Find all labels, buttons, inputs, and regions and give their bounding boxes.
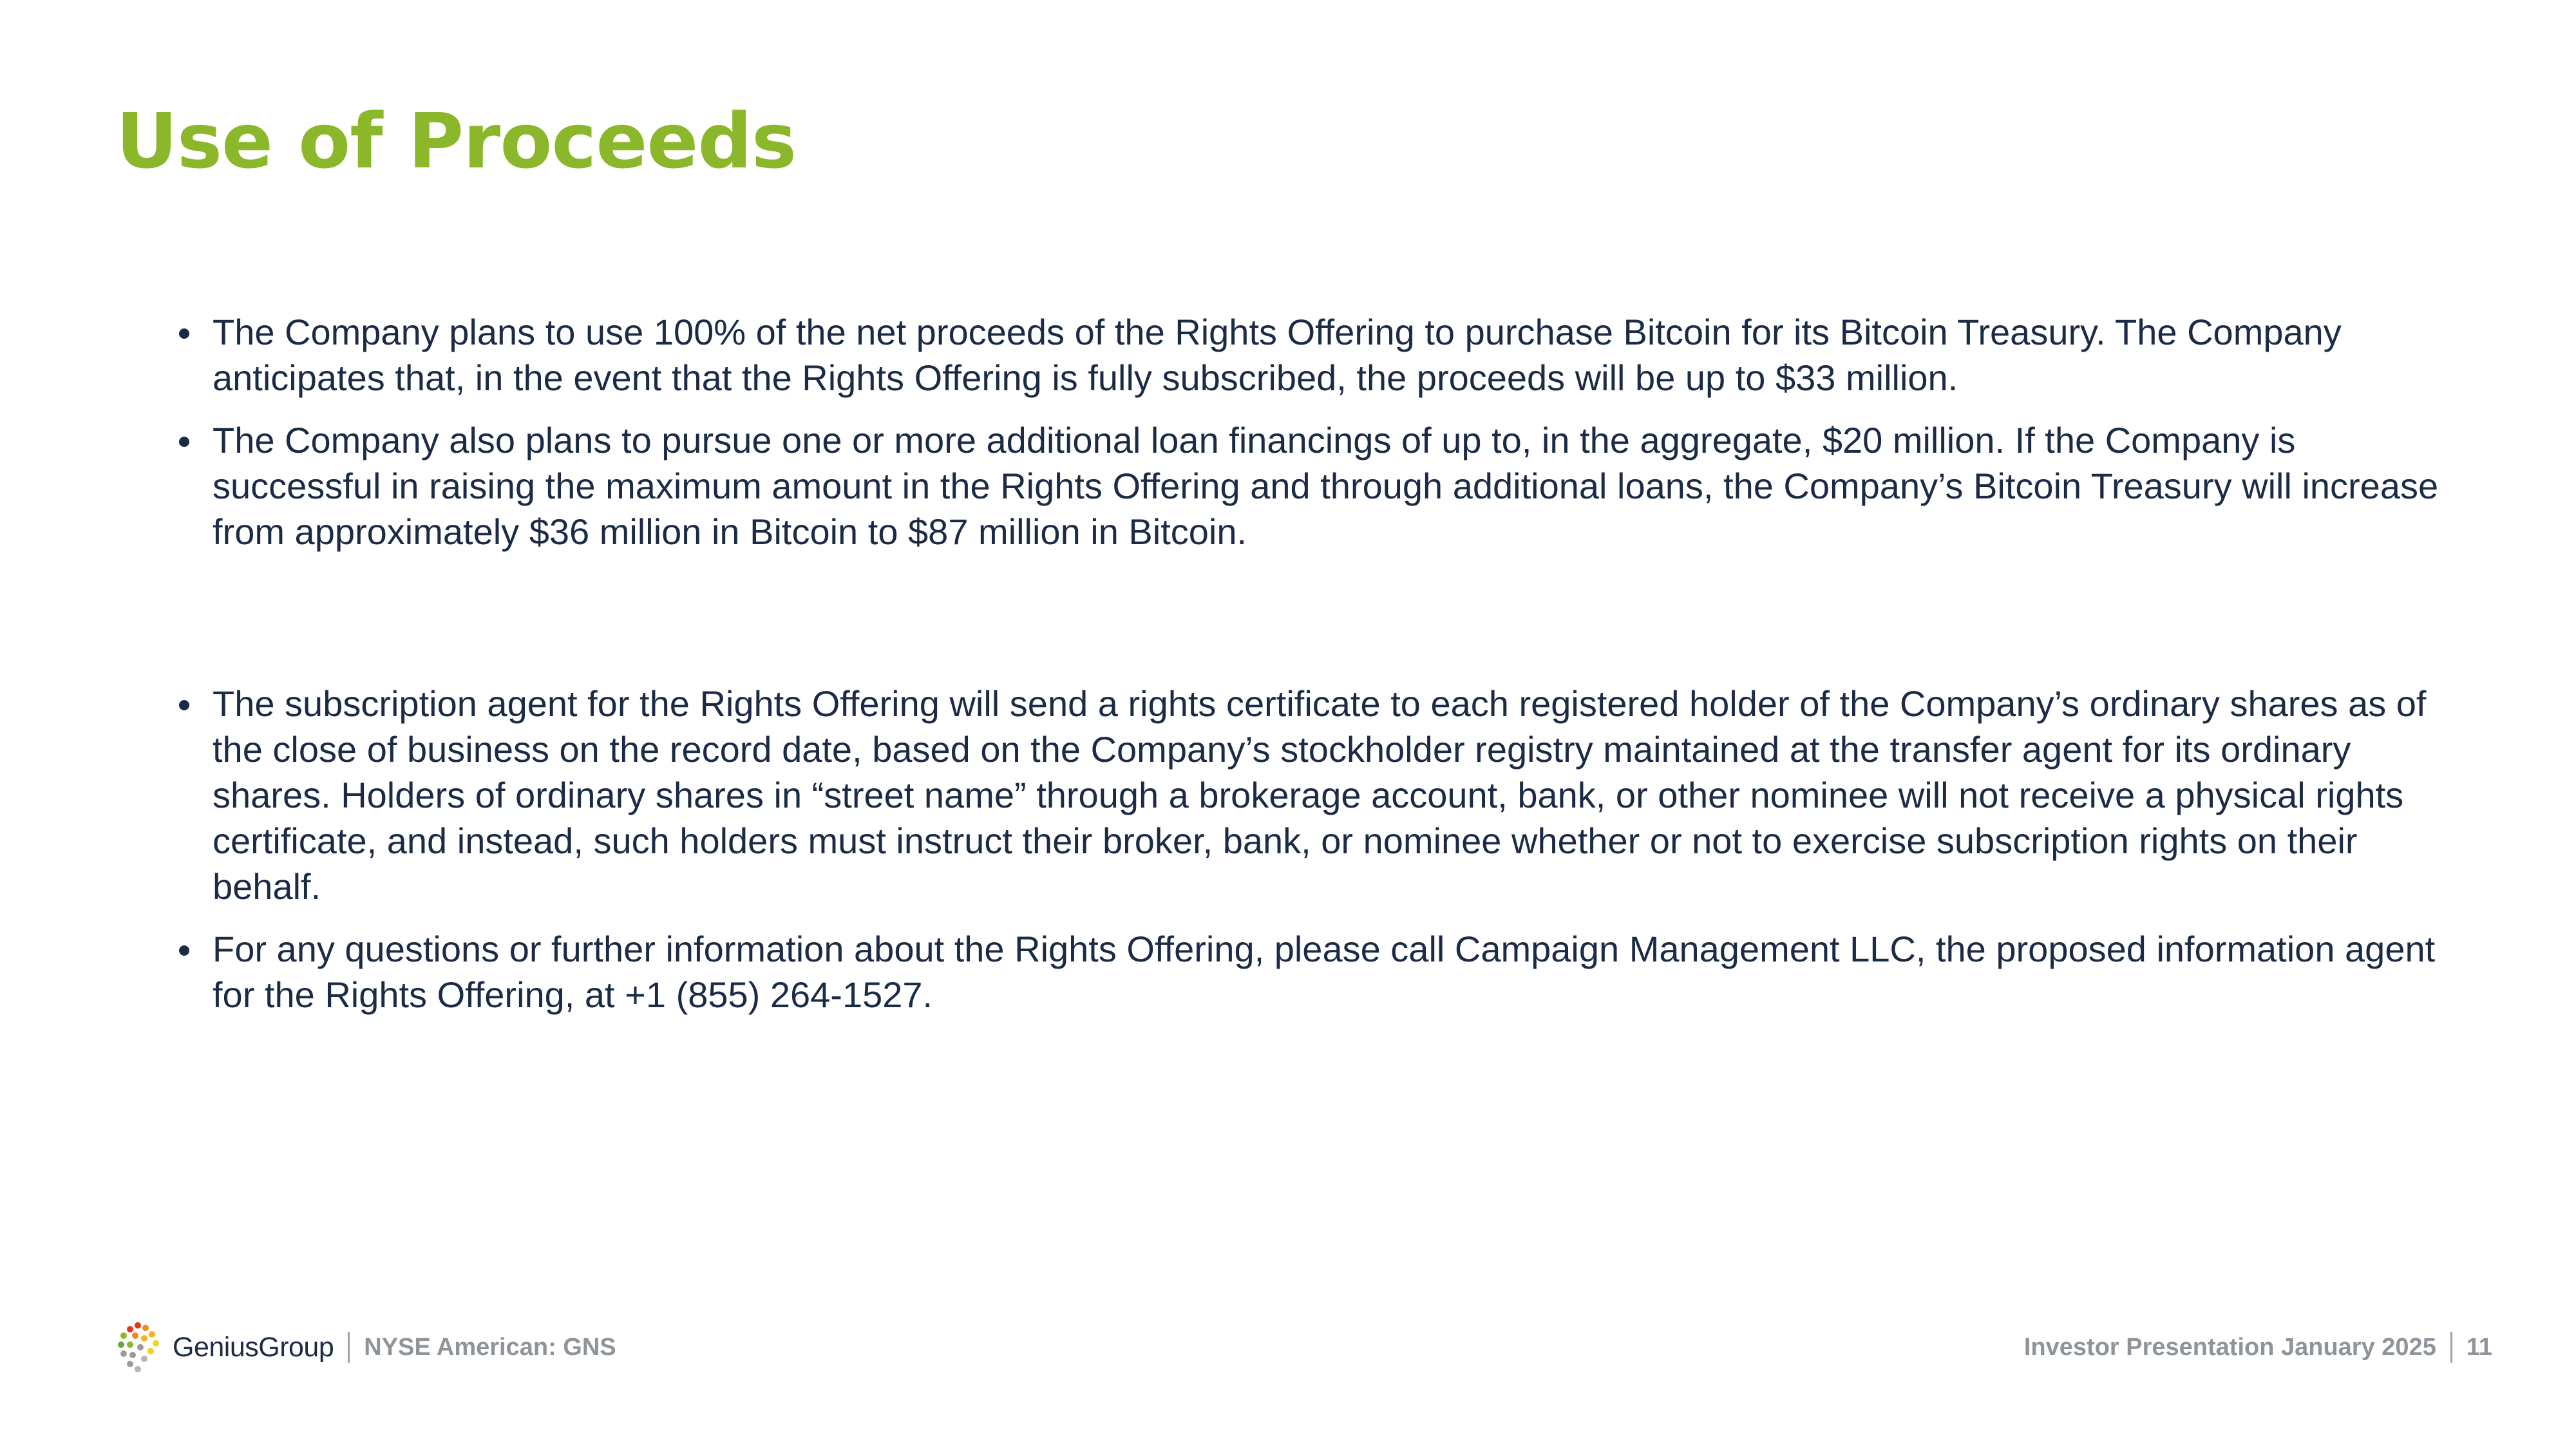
bullet-item: The subscription agent for the Rights Offering will send a rights certificate to each registered holder of the Company’s ordinary shares as of the close of business on the record date, based on the Company’s stockholder registry maintained at the transfer agent for its ordinary shares. Holders of ordinary shares in “street name” through a brokerage account, bank, or other nominee will not receive a physical rights certificate, and instead, such holders must instruct their broker, bank, or nominee whether or not to exercise subscription rights on their behalf. [213,681,2454,909]
bullet-item: For any questions or further information about the Rights Offering, please call Campaign Management LLC, the proposed information agent for the Rights Offering, at +1 (855) 264-1527. [213,926,2454,1018]
footer-divider [2450,1332,2452,1363]
bullet-item: The Company plans to use 100% of the net proceeds of the Rights Offering to purchase Bitcoin for its Bitcoin Treasury. The Company anticipates that, in the event that the Rights Offering is fully subscribed, the proceeds will be up to $33 million. [213,309,2454,401]
bullet-list [213,309,2454,1034]
presentation-label: Investor Presentation January 2025 [2023,1333,2436,1361]
ticker-label: NYSE American: GNS [364,1333,616,1361]
page-number: 11 [2466,1333,2492,1361]
footer-left [116,1321,616,1373]
footer-right [2024,1321,2492,1373]
brand-name: GeniusGroup [173,1331,334,1363]
footer-divider [348,1332,350,1363]
genius-group-logo-icon [116,1321,165,1373]
bullet-item: The Company also plans to pursue one or more additional loan financings of up to, in the aggregate, $20 million. If the Company is successful in raising the maximum amount in the Rights Offering and through additional loans, the Company’s Bitcoin Treasury will increase from approximately $36 million in Bitcoin to $87 million in Bitcoin. [213,417,2454,554]
slide-title: Use of Proceeds [116,97,797,185]
